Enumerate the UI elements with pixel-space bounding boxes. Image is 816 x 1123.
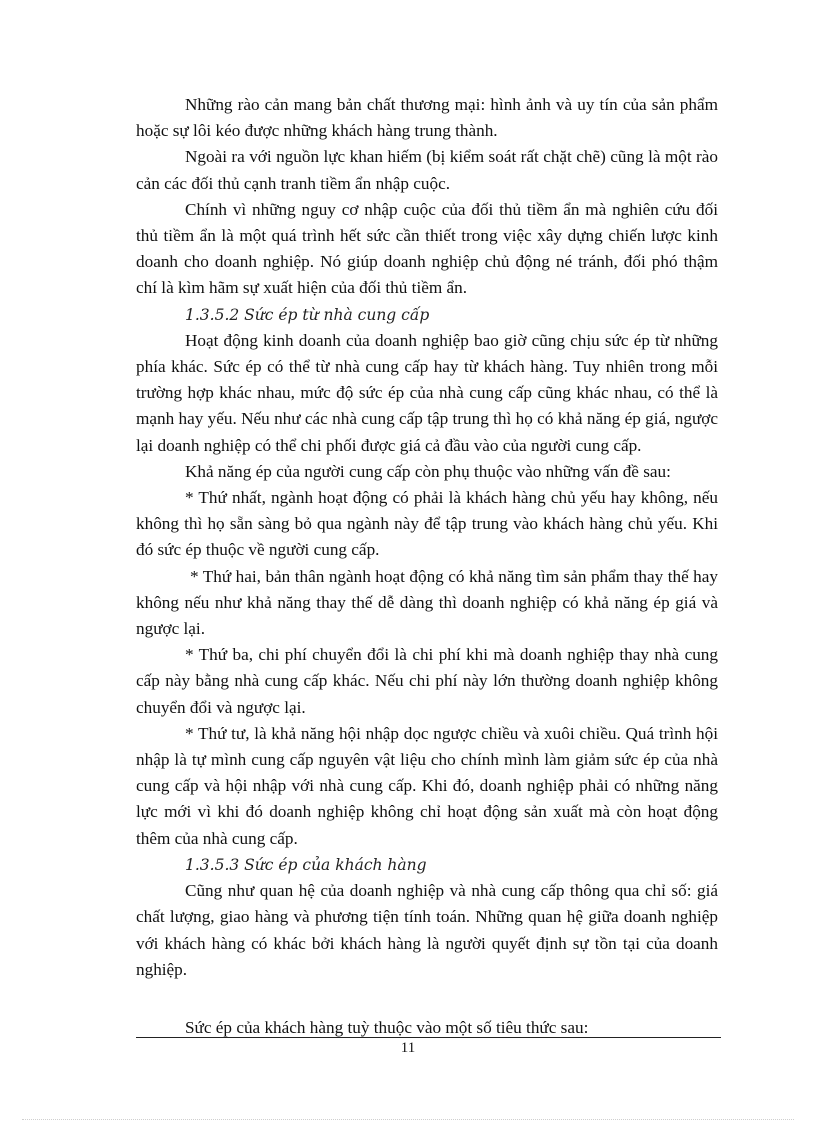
paragraph: * Thứ hai, bản thân ngành hoạt động có khả năng tìm sản phẩm thay thế hay không nếu như khả năng thay thế dễ dàng thì doanh nghiệp có khả năng ép giá và ngược lại. [136, 566, 718, 639]
paragraph: Ngoài ra với nguồn lực khan hiếm (bị kiểm soát rất chặt chẽ) cũng là một rào cản các đối thủ cạnh tranh tiềm ẩn nhập cuộc. [136, 147, 718, 193]
section-heading: 1.3.5.3 Sức ép của khách hàng [185, 855, 427, 874]
page-number: 11 [400, 1040, 416, 1056]
paragraph: * Thứ tư, là khả năng hội nhập dọc ngược chiều và xuôi chiều. Quá trình hội nhập là tự mình cung cấp nguyên vật liệu cho chính mình làm giảm sức ép của nhà cung cấp và hội nhập với nhà cung cấp. Khi đó, doanh nghiệp phải có những năng lực mới vì khi đó doanh nghiệp không chỉ hoạt động sản xuất mà còn hoạt động thêm của nhà cung cấp. [136, 723, 718, 848]
paragraph: Hoạt động kinh doanh của doanh nghiệp bao giờ cũng chịu sức ép từ những phía khác. Sức ép có thể từ nhà cung cấp hay từ khách hàng. Tuy nhiên trong mỗi trường hợp khác nhau, mức độ sức ép của nhà cung cấp cũng khác nhau, có thể là mạnh hay yếu. Nếu như các nhà cung cấp tập trung thì họ có khả năng ép giá, ngược lại doanh nghiệp có thể chi phối được giá cả đầu vào của người cung cấp. [136, 330, 718, 455]
paragraph: Cũng như quan hệ của doanh nghiệp và nhà cung cấp thông qua chỉ số: giá chất lượng, giao hàng và phương tiện tính toán. Những quan hệ giữa doanh nghiệp với khách hàng có khác bởi khách hàng là người quyết định sự tồn tại của doanh nghiệp. [136, 881, 718, 979]
paragraph: Chính vì những nguy cơ nhập cuộc của đối thủ tiềm ẩn mà nghiên cứu đối thủ tiềm ẩn là một quá trình hết sức cần thiết trong việc xây dựng chiến lược kinh doanh cho doanh nghiệp. Nó giúp doanh nghiệp chủ động né tránh, đối phó thậm chí là kìm hãm sự xuất hiện của đối thủ tiềm ẩn. [136, 199, 718, 298]
footer-rule [136, 1037, 721, 1038]
paragraph: Khả năng ép của người cung cấp còn phụ thuộc vào những vấn đề sau: [185, 461, 671, 481]
body-text [136, 92, 718, 983]
section-heading: 1.3.5.2 Sức ép từ nhà cung cấp [185, 305, 430, 324]
paragraph: * Thứ nhất, ngành hoạt động có phải là khách hàng chủ yếu hay không, nếu không thì họ sẵn sàng bỏ qua ngành này để tập trung vào khách hàng chủ yếu. Khi đó sức ép thuộc về người cung cấp. [136, 488, 718, 560]
paragraph: Những rào cản mang bản chất thương mại: hình ảnh và uy tín của sản phẩm hoặc sự lôi kéo được những khách hàng trung thành. [136, 95, 718, 141]
page-edge-divider [22, 1119, 794, 1120]
paragraph: Sức ép của khách hàng tuỳ thuộc vào một số tiêu thức sau: [185, 1018, 589, 1037]
paragraph: * Thứ ba, chi phí chuyển đổi là chi phí khi mà doanh nghiệp thay nhà cung cấp này bằng nhà cung cấp khác. Nếu chi phí này lớn thường doanh nghiệp không chuyển đổi và ngược lại. [136, 645, 718, 717]
